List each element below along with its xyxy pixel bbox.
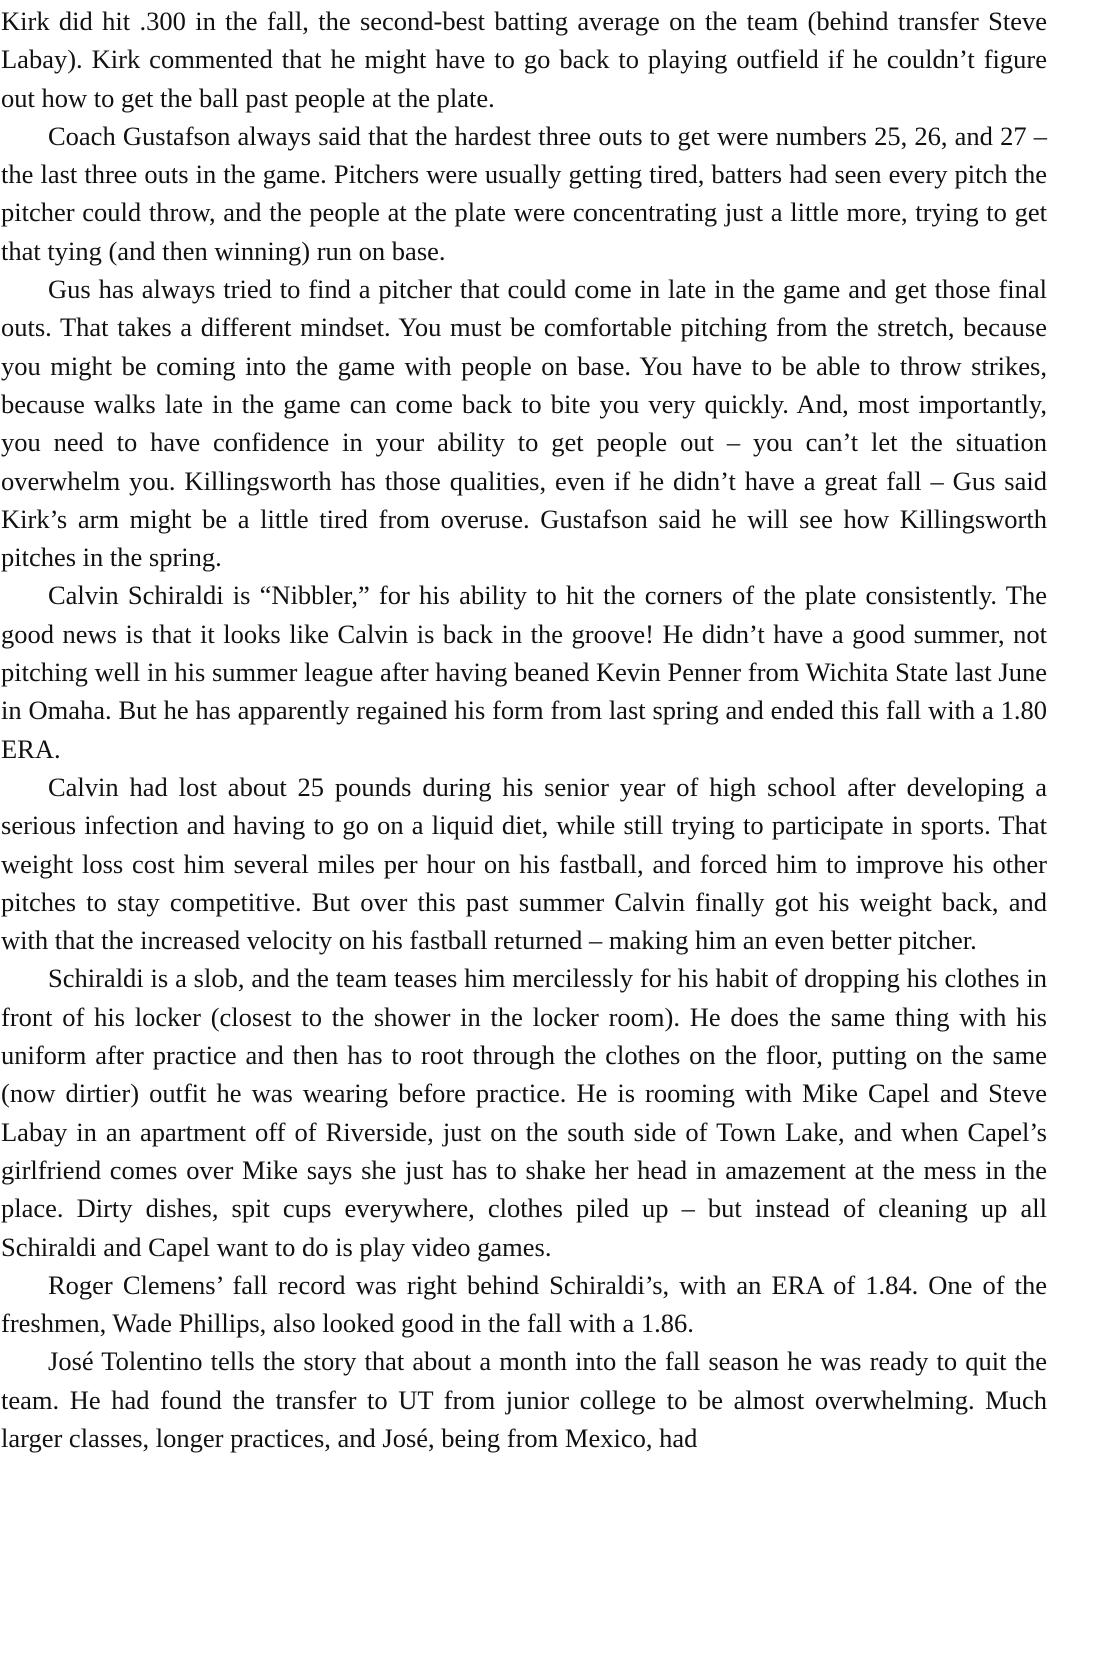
paragraph-1: Kirk did hit .300 in the fall, the second-best batting average on the team (behind transfer Steve Labay). Kirk commented that he might have to go back to playing outfield if he couldn’t figure out how to get the ball past people at the plate. <box>1 6 1047 113</box>
paragraph-5: Calvin had lost about 25 pounds during his senior year of high school after developing a serious infection and having to go on a liquid diet, while still trying to participate in sports. That weight loss cost him several miles per hour on his fastball, and forced him to improve his other pitches to stay competitive. But over this past summer Calvin finally got his weight back, and with that the increased velocity on his fastball returned – making him an even better pitcher. <box>1 771 1047 956</box>
paragraph-4: Calvin Schiraldi is “Nibbler,” for his ability to hit the corners of the plate consistently. The good news is that it looks like Calvin is back in the groove! He didn’t have a good summer, not pitching well in his summer league after having beaned Kevin Penner from Wichita State last June in Omaha. But he has apparently regained his form from last spring and ended this fall with a 1.80 ERA. <box>1 580 1047 764</box>
paragraph-8: José Tolentino tells the story that about a month into the fall season he was ready to quit the team. He had found the transfer to UT from junior college to be almost overwhelming. Much larger classes, longer practices, and José, being from Mexico, had <box>1 1346 1047 1453</box>
paragraph-3: Gus has always tried to find a pitcher that could come in late in the game and get those final outs. That takes a different mindset. You must be comfortable pitching from the stretch, because you might be coming into the game with people on base. You have to be able to throw strikes, because walks late in the game can come back to bite you very quickly. And, most importantly, you need to have confidence in your ability to get people out – you can’t let the situation overwhelm you. Killingsworth has those qualities, even if he didn’t have a great fall – Gus said Kirk’s arm might be a little tired from overuse. Gustafson said he will see how Killingsworth pitches in the spring. <box>1 274 1047 573</box>
paragraph-2: Coach Gustafson always said that the hardest three outs to get were numbers 25, 26, and 27 – the last three outs in the game. Pitchers were usually getting tired, batters had seen every pitch the pitcher could throw, and the people at the plate were concentrating just a little more, trying to get that tying (and then winning) run on base. <box>1 120 1047 266</box>
paragraph-7: Roger Clemens’ fall record was right behind Schiraldi’s, with an ERA of 1.84. One of the freshmen, Wade Phillips, also looked good in the fall with a 1.86. <box>1 1269 1047 1339</box>
paragraph-6: Schiraldi is a slob, and the team teases him mercilessly for his habit of dropping his clothes in front of his locker (closest to the shower in the locker room). He does the same thing with his uniform after practice and then has to root through the clothes on the floor, putting on the same (now dirtier) outfit he was wearing before practice. He is rooming with Mike Capel and Steve Labay in an apartment off of Riverside, just on the south side of Town Lake, and when Capel’s girlfriend comes over Mike says she just has to shake her head in amazement at the mess in the place. Dirty dishes, spit cups everywhere, clothes piled up – but instead of cleaning up all Schiraldi and Capel want to do is play video games. <box>1 963 1047 1262</box>
